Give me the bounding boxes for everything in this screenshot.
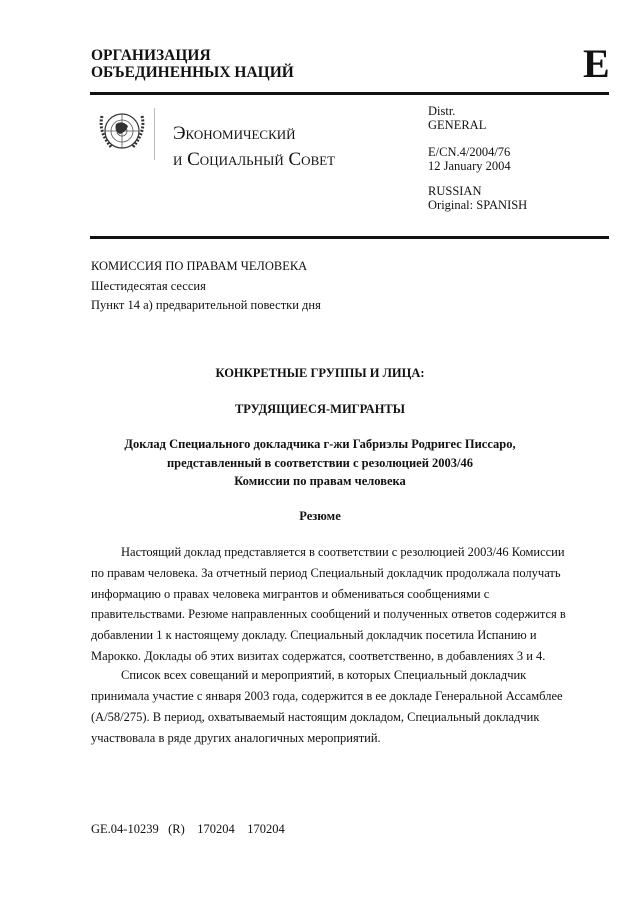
commission-name: КОМИССИЯ ПО ПРАВАМ ЧЕЛОВЕКА <box>91 259 308 273</box>
document-date: 12 January 2004 <box>428 159 511 173</box>
un-emblem-icon <box>94 106 150 158</box>
council-name <box>173 121 335 173</box>
paragraph-2-line: участвовала в ряде других аналогичных мероприятий. <box>91 731 381 745</box>
logo-separator <box>154 108 155 160</box>
original-language: Original: SPANISH <box>428 198 528 212</box>
organization-name <box>91 47 294 81</box>
title-line-2: ТРУДЯЩИЕСЯ-МИГРАНТЫ <box>234 402 406 416</box>
title-line-1: КОНКРЕТНЫЕ ГРУППЫ И ЛИЦА: <box>215 366 425 380</box>
document-language: RUSSIAN <box>428 184 482 198</box>
paragraph-1-line: правительствами. Резюме направленных сообщений и полученных ответов содержится в <box>91 607 566 621</box>
distribution-value: GENERAL <box>428 118 487 132</box>
paragraph-1-line: добавлении 1 к настоящему докладу. Специальный докладчик посетила Испанию и <box>91 628 537 642</box>
paragraph-1-line: Настоящий доклад представляется в соответствии с резолюцией 2003/46 Комиссии <box>121 545 565 559</box>
agenda-item: Пункт 14 а) предварительной повестки дня <box>91 298 321 312</box>
header-bottom-rule <box>90 236 609 239</box>
subtitle-line-1: Доклад Специального докладчика г-жи Габриэлы Родригес Писсаро, <box>124 437 516 451</box>
language-block <box>428 184 527 212</box>
paragraph-1-line: по правам человека. За отчетный период Специальный докладчик продолжала получать <box>91 566 561 580</box>
summary-heading: Резюме <box>299 509 341 523</box>
paragraph-2-line: (A/58/275). В период, охватываемый настоящим докладом, Специальный докладчик <box>91 710 540 724</box>
org-line-1: ОРГАНИЗАЦИЯ <box>91 47 211 64</box>
subtitle-line-2: представленный в соответствии с резолюцией 2003/46 <box>166 456 474 470</box>
language-letter: E <box>583 41 610 86</box>
paragraph-1-line: информацию о правах человека мигрантов и обмениваться сообщениями с <box>91 587 490 601</box>
symbol-block <box>428 145 511 173</box>
session-name: Шестидесятая сессия <box>91 279 206 293</box>
footer-job-number: GE.04-10239 (R) 170204 170204 <box>91 822 285 836</box>
council-line-2: и Социальный Совет <box>173 149 336 170</box>
paragraph-1-line: Марокко. Доклады об этих визитах содержатся, соответственно, в добавлениях 3 и 4. <box>91 649 546 663</box>
distr-label: Distr. <box>428 104 456 118</box>
top-rule <box>90 92 609 95</box>
subtitle-line-3: Комиссии по правам человека <box>234 474 406 488</box>
document-symbol: E/CN.4/2004/76 <box>428 145 511 159</box>
paragraph-2-line: Список всех совещаний и мероприятий, в которых Специальный докладчик <box>121 668 527 682</box>
org-line-2: ОБЪЕДИНЕННЫХ НАЦИЙ <box>91 64 294 81</box>
distribution-block <box>428 104 486 132</box>
council-line-1: Экономический <box>173 123 296 144</box>
paragraph-2-line: принимала участие с января 2003 года, содержится в ее докладе Генеральной Ассамблее <box>91 689 563 703</box>
